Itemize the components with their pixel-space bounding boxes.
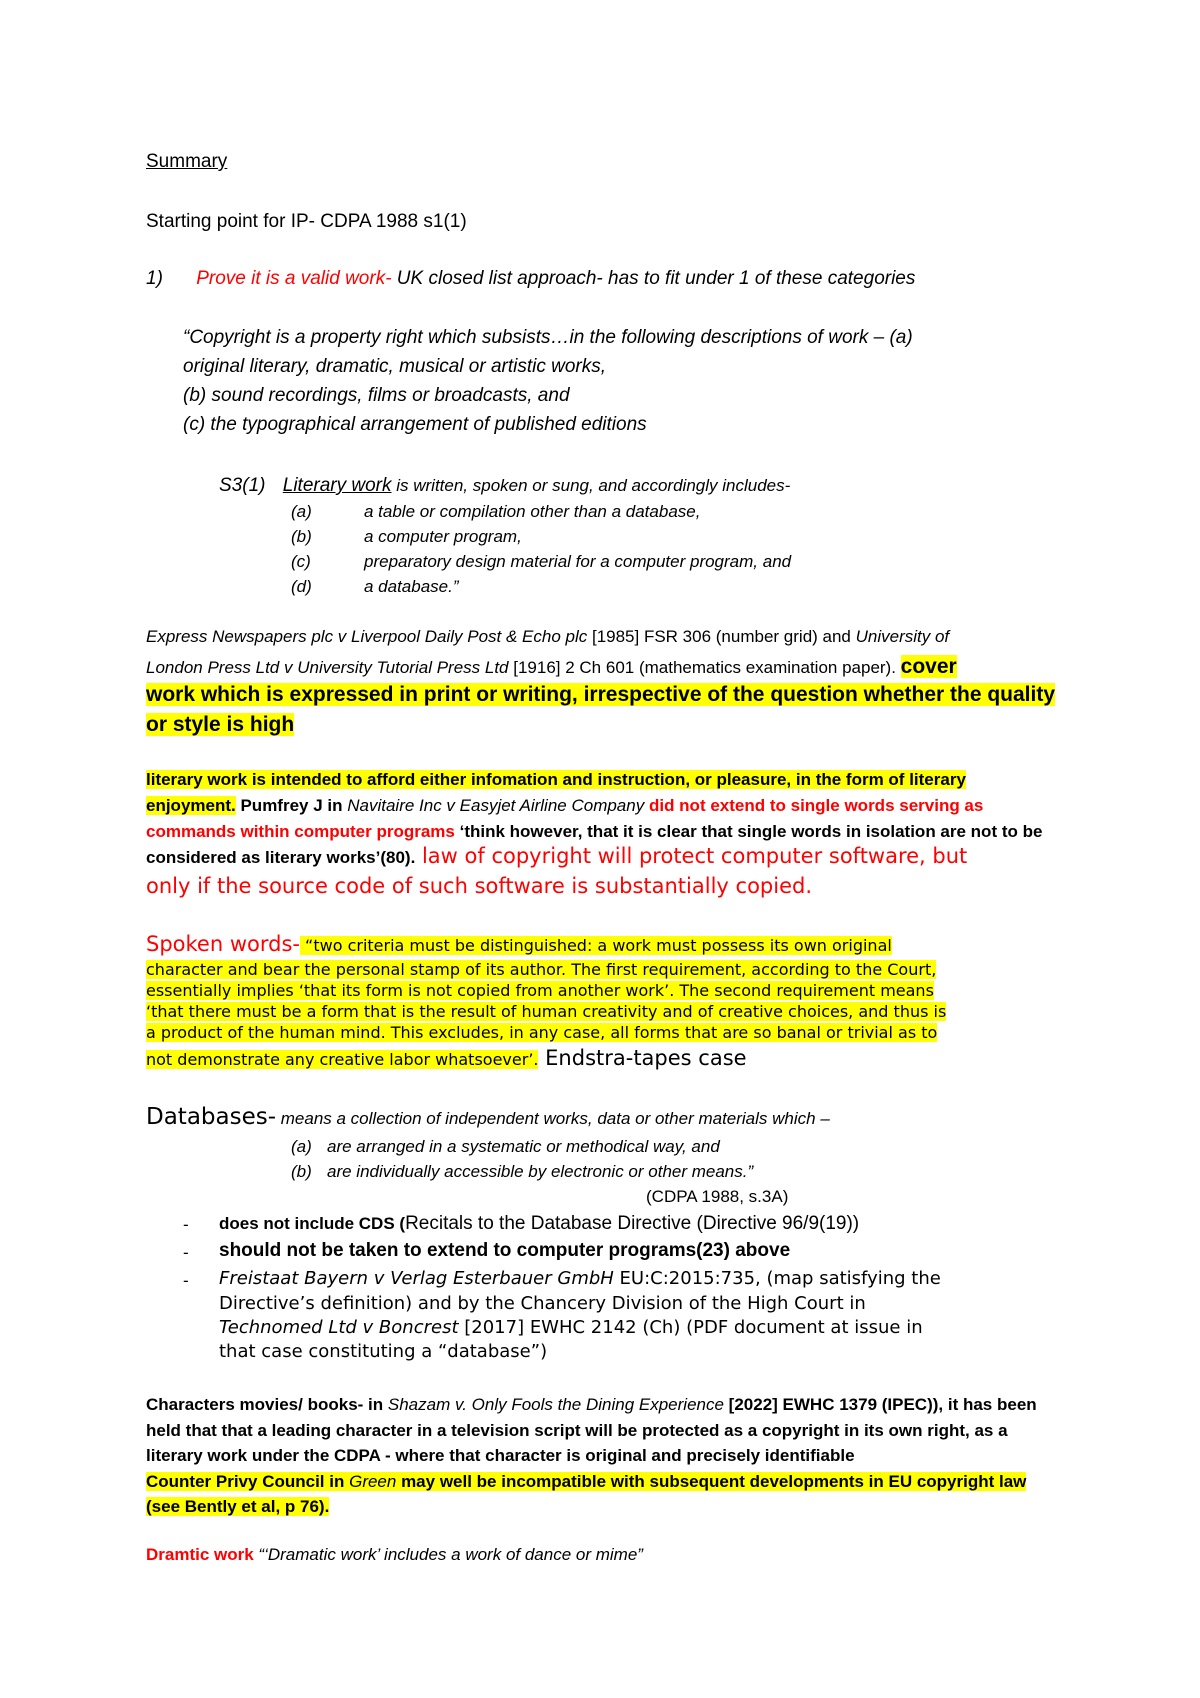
case-name: Express Newspapers plc v Liverpool Daily Post & Echo plc [146,627,588,646]
highlight-text: cover [900,655,957,678]
highlight-case: Green [349,1472,397,1491]
express-line-4 [146,713,294,737]
express-line-1 [146,627,949,647]
dramatic-line [146,1545,643,1565]
s3-item-a-key: (a) [291,502,312,521]
db-item-b-key: (b) [291,1162,312,1181]
db-bullet-3-line-1 [219,1268,941,1289]
highlight-text: character and bear the personal stamp of its author. The first requirement, according to the Court, [146,960,937,979]
db-bullet-3-line-3 [219,1317,923,1338]
literary-work-term: Literary work [282,475,392,496]
db-citation: (CDPA 1988, s.3A) [646,1187,789,1206]
endstra-case: Endstra-tapes case [538,1046,747,1070]
db-item-b-text: are individually accessible by electronic or other means.” [327,1162,754,1181]
highlight-text: not demonstrate any creative labor whatsoever’. [146,1050,539,1069]
literary-line-2 [146,796,983,816]
quote-text: considered as literary works’(80). [146,848,416,867]
judge-text: Pumfrey J in [235,796,348,815]
bullet-dash: - [183,1271,189,1290]
s3-literary-line [219,475,790,497]
spoken-line-1 [146,932,892,956]
case-name: University of [855,627,950,646]
characters-text: [2022] EWHC 1379 (IPEC)), it has been [723,1395,1037,1414]
prove-rest-text: UK closed list approach- has to fit under 1 of these categories [391,268,916,289]
literary-line-4 [146,844,967,868]
case-name: London Press Ltd v University Tutorial Press Ltd [146,658,509,677]
bullet-text: does not include CDS ( [219,1214,406,1233]
s3-rest: is written, spoken or sung, and accordingly includes- [391,476,791,495]
quote-text: ‘think however, that it is clear that single words in isolation are not to be [454,822,1043,841]
spoken-line-5 [146,1023,937,1042]
s3-item-d-key: (d) [291,577,312,596]
highlight-text: essentially implies ‘that its form is not copied from another work’. The second requirement means [146,981,934,1000]
case-cite: [1916] 2 Ch 601 (mathematics examination paper). [508,658,901,677]
red-text: did not extend to single words serving as [644,796,984,815]
db-bullet-3-line-2: Directive’s definition) and by the Chancery Division of the High Court in [219,1293,866,1314]
literary-line-5: only if the source code of such software is substantially copied. [146,874,813,898]
s3-item-a-text: a table or compilation other than a database, [364,502,701,521]
highlight-text: work which is expressed in print or writing, irrespective of the question whether the quality [146,683,1056,706]
page-title: Summary [146,151,228,172]
prove-red-text: Prove it is a valid work- [196,268,392,289]
dramatic-label: Dramtic work [146,1545,254,1564]
characters-line-5 [146,1497,329,1517]
databases-line [146,1104,830,1130]
quote-line-2: original literary, dramatic, musical or artistic works, [183,356,607,377]
highlight-text: (see Bently et al, p 76). [146,1497,330,1516]
s3-item-d-text: a database.” [364,577,459,596]
spoken-line-3 [146,981,934,1000]
starting-point-line: Starting point for IP- CDPA 1988 s1(1) [146,211,467,232]
red-text: commands within computer programs [146,822,455,841]
db-bullet-2: should not be taken to extend to computer programs(23) above [219,1240,791,1261]
spoken-line-4 [146,1002,946,1021]
prove-valid-work-line [146,268,915,290]
characters-line-2: held that that a leading character in a television script will be protected as a copyright in its own right, as a [146,1421,1008,1440]
highlight-text: literary work is intended to afford either infomation and instruction, or pleasure, in the form of literary [146,770,966,789]
quote-line-4: (c) the typographical arrangement of published editions [183,414,647,435]
spoken-words-label: Spoken words- [146,932,300,956]
spoken-line-6 [146,1046,747,1070]
quote-line-1: “Copyright is a property right which subsists…in the following descriptions of work – (a) [183,327,913,348]
highlight-text: may well be incompatible with subsequent developments in EU copyright law [396,1472,1027,1491]
highlight-text: enjoyment. [146,796,236,815]
bullet-dash: - [183,1243,189,1262]
case-cite: [1985] FSR 306 (number grid) and [587,627,856,646]
databases-definition: means a collection of independent works, data or other materials which – [276,1109,830,1128]
quote-line-3: (b) sound recordings, films or broadcasts, and [183,385,570,406]
literary-line-1 [146,770,966,790]
highlight-text: Counter Privy Council in [146,1472,350,1491]
express-line-3 [146,683,1055,707]
s3-item-b-key: (b) [291,527,312,546]
bullet-dash: - [183,1215,189,1234]
db-item-a-key: (a) [291,1137,312,1156]
s3-item-c-key: (c) [291,552,311,571]
s3-label: S3(1) [219,475,266,496]
case-name: Freistaat Bayern v Verlag Esterbauer GmbH [219,1268,614,1289]
db-item-a-text: are arranged in a systematic or methodical way, and [327,1137,720,1156]
characters-line-1 [146,1395,1037,1415]
db-bullet-1 [219,1213,859,1235]
case-name: Shazam v. Only Fools the Dining Experience [387,1395,724,1414]
dramatic-quote: “‘Dramatic work’ includes a work of dance or mime” [253,1545,643,1564]
case-text: [2017] EWHC 2142 (Ch) (PDF document at issue in [458,1317,923,1338]
express-line-2 [146,655,957,679]
case-name: Navitaire Inc v Easyjet Airline Company [347,796,645,815]
red-large-text: law of copyright will protect computer software, but [415,844,968,868]
recitals-text: Recitals to the Database Directive (Directive 96/9(19)) [405,1213,860,1234]
databases-label: Databases- [146,1104,277,1130]
highlight-text: “two criteria must be distinguished: a work must possess its own original [299,936,892,955]
s3-item-b-text: a computer program, [364,527,522,546]
highlight-text: ‘that there must be a form that is the result of human creativity and of creative choices, and thus is [146,1002,947,1021]
case-name: Technomed Ltd v Boncrest [219,1317,459,1338]
spoken-line-2 [146,960,936,979]
highlight-text: a product of the human mind. This excludes, in any case, all forms that are so banal or trivial as to [146,1023,938,1042]
case-text: EU:C:2015:735, (map satisfying the [613,1268,941,1289]
literary-line-3 [146,822,1042,842]
characters-text: Characters movies/ books- in [146,1395,388,1414]
highlight-text: or style is high [146,713,295,736]
characters-line-3: literary work under the CDPA - where that character is original and precisely identifiable [146,1446,855,1465]
list-number: 1) [146,268,163,289]
s3-item-c-text: preparatory design material for a computer program, and [364,552,792,571]
db-bullet-3-line-4: that case constituting a “database”) [219,1341,548,1362]
characters-line-4 [146,1472,1026,1492]
